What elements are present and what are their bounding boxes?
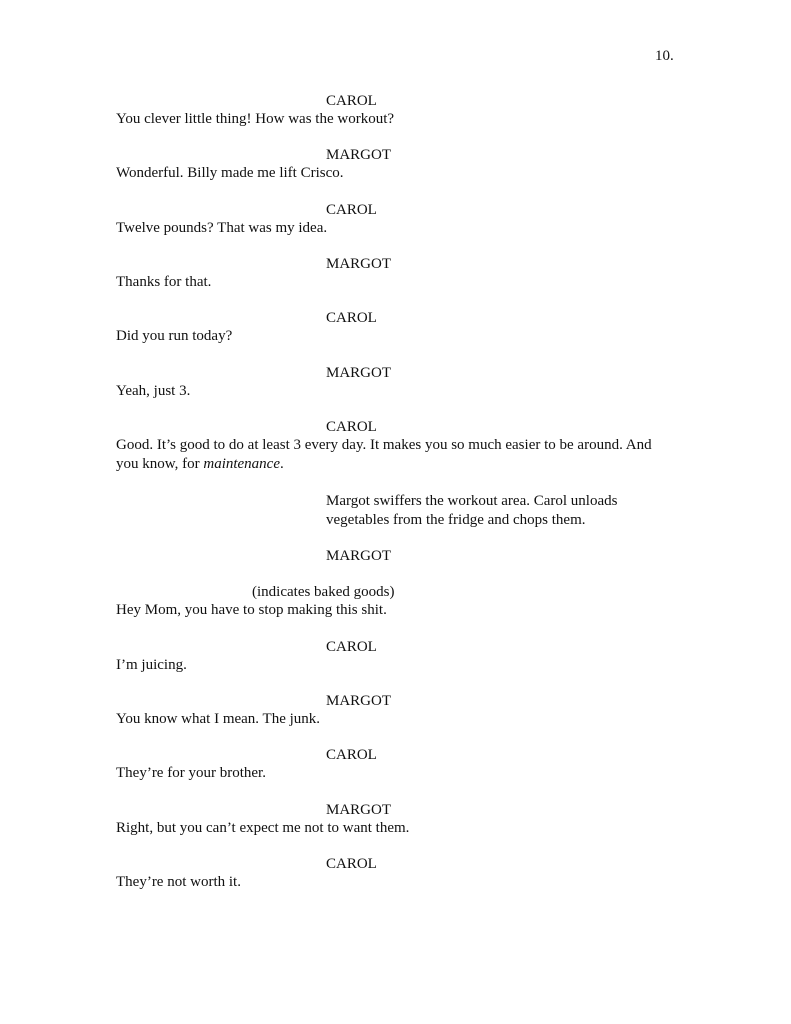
dialogue: Yeah, just 3.	[116, 383, 191, 399]
character-name: MARGOT	[326, 365, 392, 381]
dialogue: They’re for your brother.	[116, 765, 266, 781]
character-name: CAROL	[326, 93, 377, 109]
dialogue: Twelve pounds? That was my idea.	[116, 220, 328, 236]
character-name: CAROL	[326, 310, 377, 326]
character-name: MARGOT	[326, 256, 392, 272]
dialogue: Thanks for that.	[116, 274, 212, 290]
action-line: vegetables from the fridge and chops them.	[326, 512, 586, 528]
character-name: CAROL	[326, 747, 377, 763]
dialogue-line: Good. It’s good to do at least 3 every day. It makes you so much easier to be around. And	[116, 437, 652, 453]
character-name: MARGOT	[326, 802, 392, 818]
dialogue: They’re not worth it.	[116, 874, 241, 890]
character-name: CAROL	[326, 202, 377, 218]
character-name: MARGOT	[326, 693, 392, 709]
character-name: CAROL	[326, 856, 377, 872]
character-name: MARGOT	[326, 147, 392, 163]
parenthetical: (indicates baked goods)	[252, 584, 395, 600]
dialogue-line	[116, 455, 681, 474]
dialogue	[116, 436, 681, 474]
dialogue-text: .	[280, 456, 284, 472]
character-name: CAROL	[326, 419, 377, 435]
dialogue: Right, but you can’t expect me not to want them.	[116, 820, 410, 836]
dialogue: You know what I mean. The junk.	[116, 711, 321, 727]
character-name: CAROL	[326, 639, 377, 655]
dialogue: You clever little thing! How was the workout?	[116, 111, 395, 127]
page-number: 10.	[655, 48, 674, 64]
character-name: MARGOT	[326, 548, 392, 564]
dialogue: I’m juicing.	[116, 657, 187, 673]
dialogue: Hey Mom, you have to stop making this shit.	[116, 602, 387, 618]
action-description	[326, 492, 656, 530]
dialogue: Wonderful. Billy made me lift Crisco.	[116, 165, 344, 181]
dialogue: Did you run today?	[116, 328, 233, 344]
dialogue-emphasis: maintenance	[203, 456, 280, 472]
dialogue-text: you know, for	[116, 456, 204, 472]
action-line: Margot swiffers the workout area. Carol unloads	[326, 493, 618, 509]
